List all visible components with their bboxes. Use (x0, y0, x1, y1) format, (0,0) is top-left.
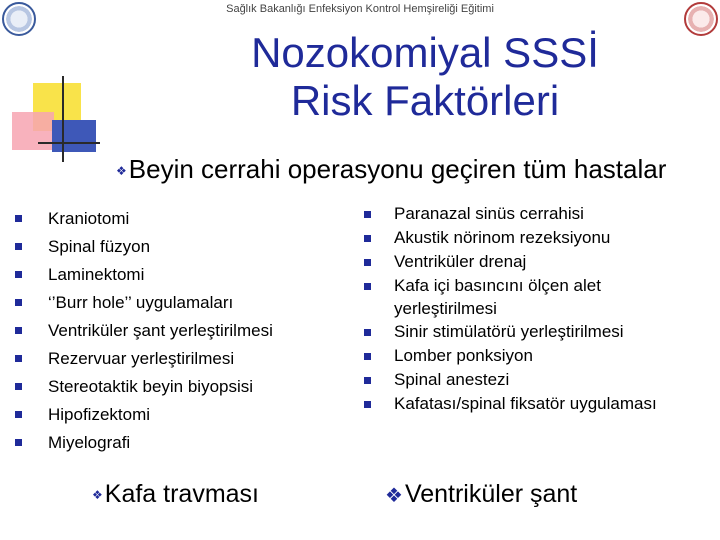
bottom-bullet-ventricular-shunt (385, 480, 577, 509)
decorative-blue-square (52, 120, 96, 152)
list-item-label: Sinir stimülatörü yerleştirilmesi (394, 322, 624, 341)
square-bullet-icon (15, 355, 22, 362)
list-item-label: Stereotaktik beyin biyopsisi (48, 377, 254, 396)
list-item (358, 392, 716, 416)
list-item-label: Rezervuar yerleştirilmesi (48, 349, 235, 368)
square-bullet-icon (364, 353, 371, 360)
decorative-horizontal-line (38, 142, 100, 144)
list-item (12, 261, 342, 289)
left-risk-list (12, 205, 342, 457)
list-item-label: Spinal anestezi (394, 370, 510, 389)
square-bullet-icon (15, 411, 22, 418)
head-trauma-label: Kafa travması (104, 480, 259, 508)
list-item-label: Miyelografi (48, 433, 131, 452)
list-item-label: ‘’Burr hole’’ uygulamaları (48, 293, 234, 312)
square-bullet-icon (364, 211, 371, 218)
list-item-label: Ventriküler şant yerleştirilmesi (48, 321, 273, 340)
square-bullet-icon (15, 271, 22, 278)
slide-title-line-2: Risk Faktörleri (290, 77, 560, 124)
main-bullet (116, 154, 666, 185)
square-bullet-icon (15, 215, 22, 222)
list-item (12, 373, 342, 401)
list-item-label: Spinal füzyon (48, 237, 151, 256)
ventricular-shunt-label: Ventriküler şant (404, 480, 578, 508)
list-item-label-continued: yerleştirilmesi (394, 299, 497, 318)
diamond-bullet-icon: ❖ (92, 488, 103, 503)
list-item (12, 289, 342, 317)
list-item (358, 226, 716, 250)
list-item (358, 320, 716, 344)
square-bullet-icon (15, 383, 22, 390)
square-bullet-icon (364, 259, 371, 266)
list-item-label: Kafa içi basıncını ölçen alet (394, 276, 601, 295)
right-risk-list (358, 202, 716, 416)
list-item (358, 202, 716, 226)
list-item-label: Paranazal sinüs cerrahisi (394, 204, 584, 223)
list-item-label: Akustik nörinom rezeksiyonu (394, 228, 611, 247)
diamond-bullet-icon: ❖ (385, 484, 403, 507)
header-org-text: Sağlık Bakanlığı Enfeksiyon Kontrol Hemşireliği Eğitimi (226, 3, 494, 15)
square-bullet-icon (364, 377, 371, 384)
main-bullet-label: Beyin cerrahi operasyonu geçiren tüm hastalar (128, 154, 667, 184)
square-bullet-icon (15, 439, 22, 446)
list-item (12, 233, 342, 261)
list-item (12, 345, 342, 373)
diamond-bullet-icon: ❖ (116, 164, 127, 179)
square-bullet-icon (15, 327, 22, 334)
decorative-pink-square (12, 112, 54, 150)
square-bullet-icon (364, 401, 371, 408)
bottom-bullet-head-trauma (92, 480, 259, 509)
list-item-label: Ventriküler drenaj (394, 252, 527, 271)
square-bullet-icon (364, 329, 371, 336)
square-bullet-icon (364, 283, 371, 290)
decorative-vertical-line (62, 76, 64, 162)
slide-title-line-1: Nozokomiyal SSSİ (251, 29, 599, 76)
list-item-label: Hipofizektomi (48, 405, 151, 424)
list-item (12, 317, 342, 345)
list-item (358, 250, 716, 274)
list-item (358, 274, 716, 320)
list-item-label: Laminektomi (48, 265, 145, 284)
list-item-label: Kafatası/spinal fiksatör uygulaması (394, 394, 657, 413)
square-bullet-icon (15, 243, 22, 250)
list-item (12, 429, 342, 457)
list-item (12, 205, 342, 233)
list-item (358, 344, 716, 368)
list-item-label: Kraniotomi (48, 209, 130, 228)
square-bullet-icon (364, 235, 371, 242)
list-item-label: Lomber ponksiyon (394, 346, 533, 365)
square-bullet-icon (15, 299, 22, 306)
list-item (12, 401, 342, 429)
list-item (358, 368, 716, 392)
